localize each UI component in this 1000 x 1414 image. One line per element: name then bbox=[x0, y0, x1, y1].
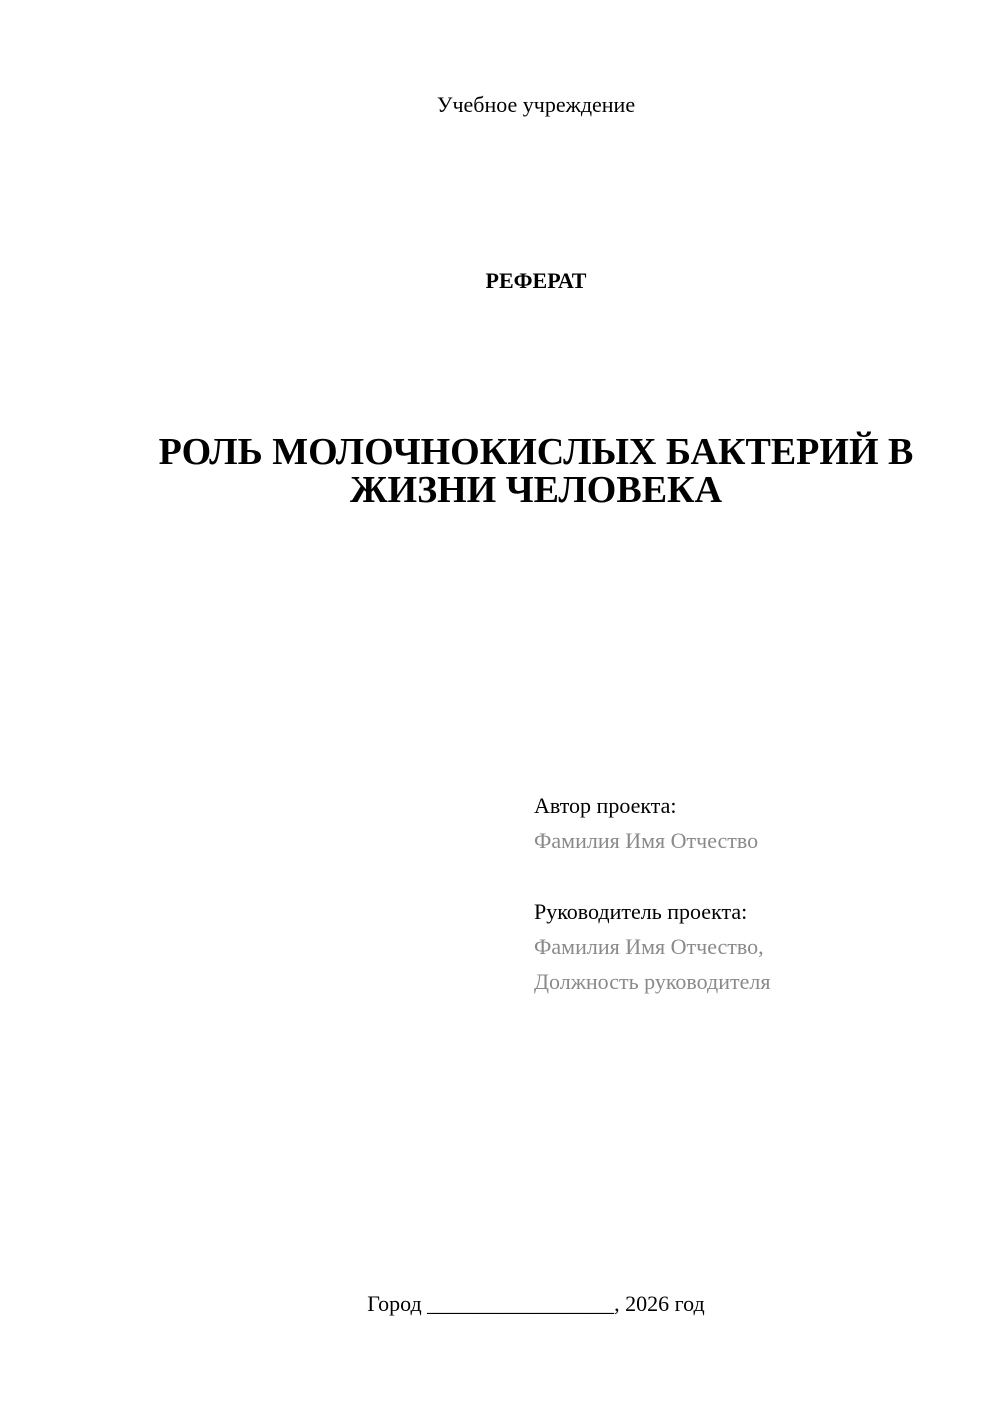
project-info bbox=[534, 788, 974, 999]
author-label: Автор проекта: bbox=[534, 793, 677, 818]
institution-name: Учебное учреждение bbox=[436, 92, 636, 117]
title-line-1: РОЛЬ МОЛОЧНОКИСЛЫХ БАКТЕРИЙ В bbox=[158, 431, 914, 473]
title-line-2: ЖИЗНИ ЧЕЛОВЕКА bbox=[349, 469, 723, 511]
document-type: РЕФЕРАТ bbox=[485, 268, 587, 293]
supervisor-position: Должность руководителя bbox=[534, 969, 771, 994]
city-year-footer: Город _________________, 2026 год bbox=[367, 1291, 705, 1316]
author-name: Фамилия Имя Отчество bbox=[534, 828, 759, 853]
supervisor-label: Руководитель проекта: bbox=[534, 899, 748, 924]
spacer bbox=[534, 858, 974, 894]
supervisor-name: Фамилия Имя Отчество, bbox=[534, 934, 764, 959]
document-title bbox=[130, 433, 942, 509]
